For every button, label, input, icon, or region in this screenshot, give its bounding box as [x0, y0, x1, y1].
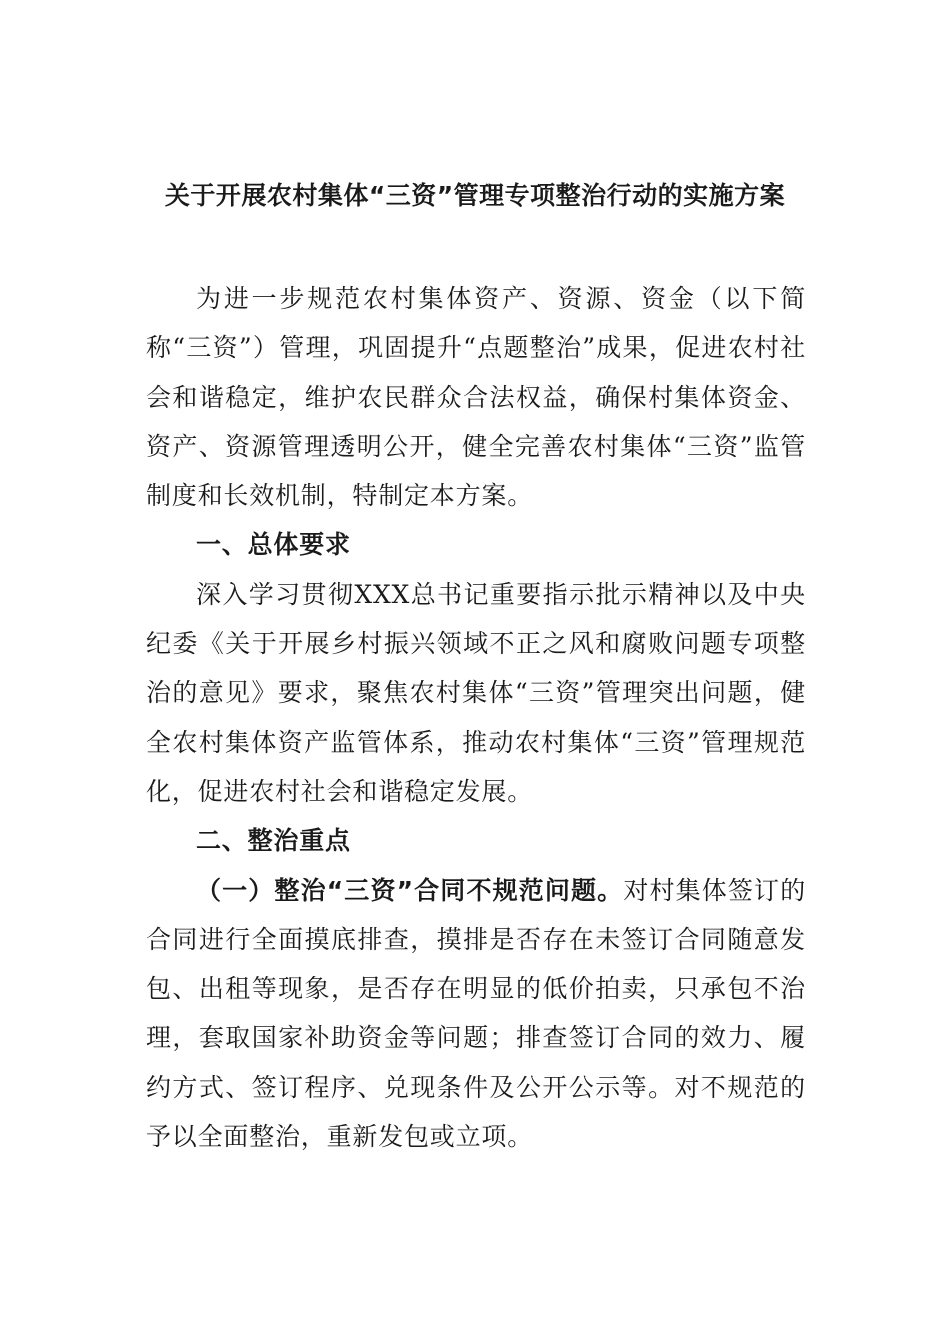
- intro-paragraph: 为进一步规范农村集体资产、资源、资金（以下简称“三资”）管理，巩固提升“点题整治”成果，促进农村社会和谐稳定，维护农民群众合法权益，确保村集体资金、资产、资源管理透明公开，健全完善农村集体“三资”监管制度和长效机制，特制定本方案。: [146, 284, 806, 511]
- section-heading-key-rectification: 二、整治重点: [196, 826, 351, 856]
- document-title: 关于开展农村集体“三资”管理专项整治行动的实施方案: [164, 181, 786, 210]
- section-heading-general-requirements: 一、总体要求: [196, 530, 351, 560]
- general-requirements-paragraph: 深入学习贯彻XXX总书记重要指示批示精神以及中央纪委《关于开展乡村振兴领域不正之风和腐败问题专项整治的意见》要求，聚焦农村集体“三资”管理突出问题，健全农村集体资产监管体系，推动农村集体“三资”管理规范化，促进农村社会和谐稳定发展。: [146, 579, 806, 806]
- document-body: [146, 274, 806, 1161]
- contract-rectification-paragraph: [146, 866, 806, 1162]
- contract-rectification-text: 对村集体签订的合同进行全面摸底排查，摸排是否存在未签订合同随意发包、出租等现象，是否存在明显的低价拍卖，只承包不治理，套取国家补助资金等问题；排查签订合同的效力、履约方式、签订程序、兑现条件及公开公示等。对不规范的予以全面整治，重新发包或立项。: [146, 875, 806, 1152]
- contract-rectification-lead: （一）整治“三资”合同不规范问题。: [196, 875, 624, 905]
